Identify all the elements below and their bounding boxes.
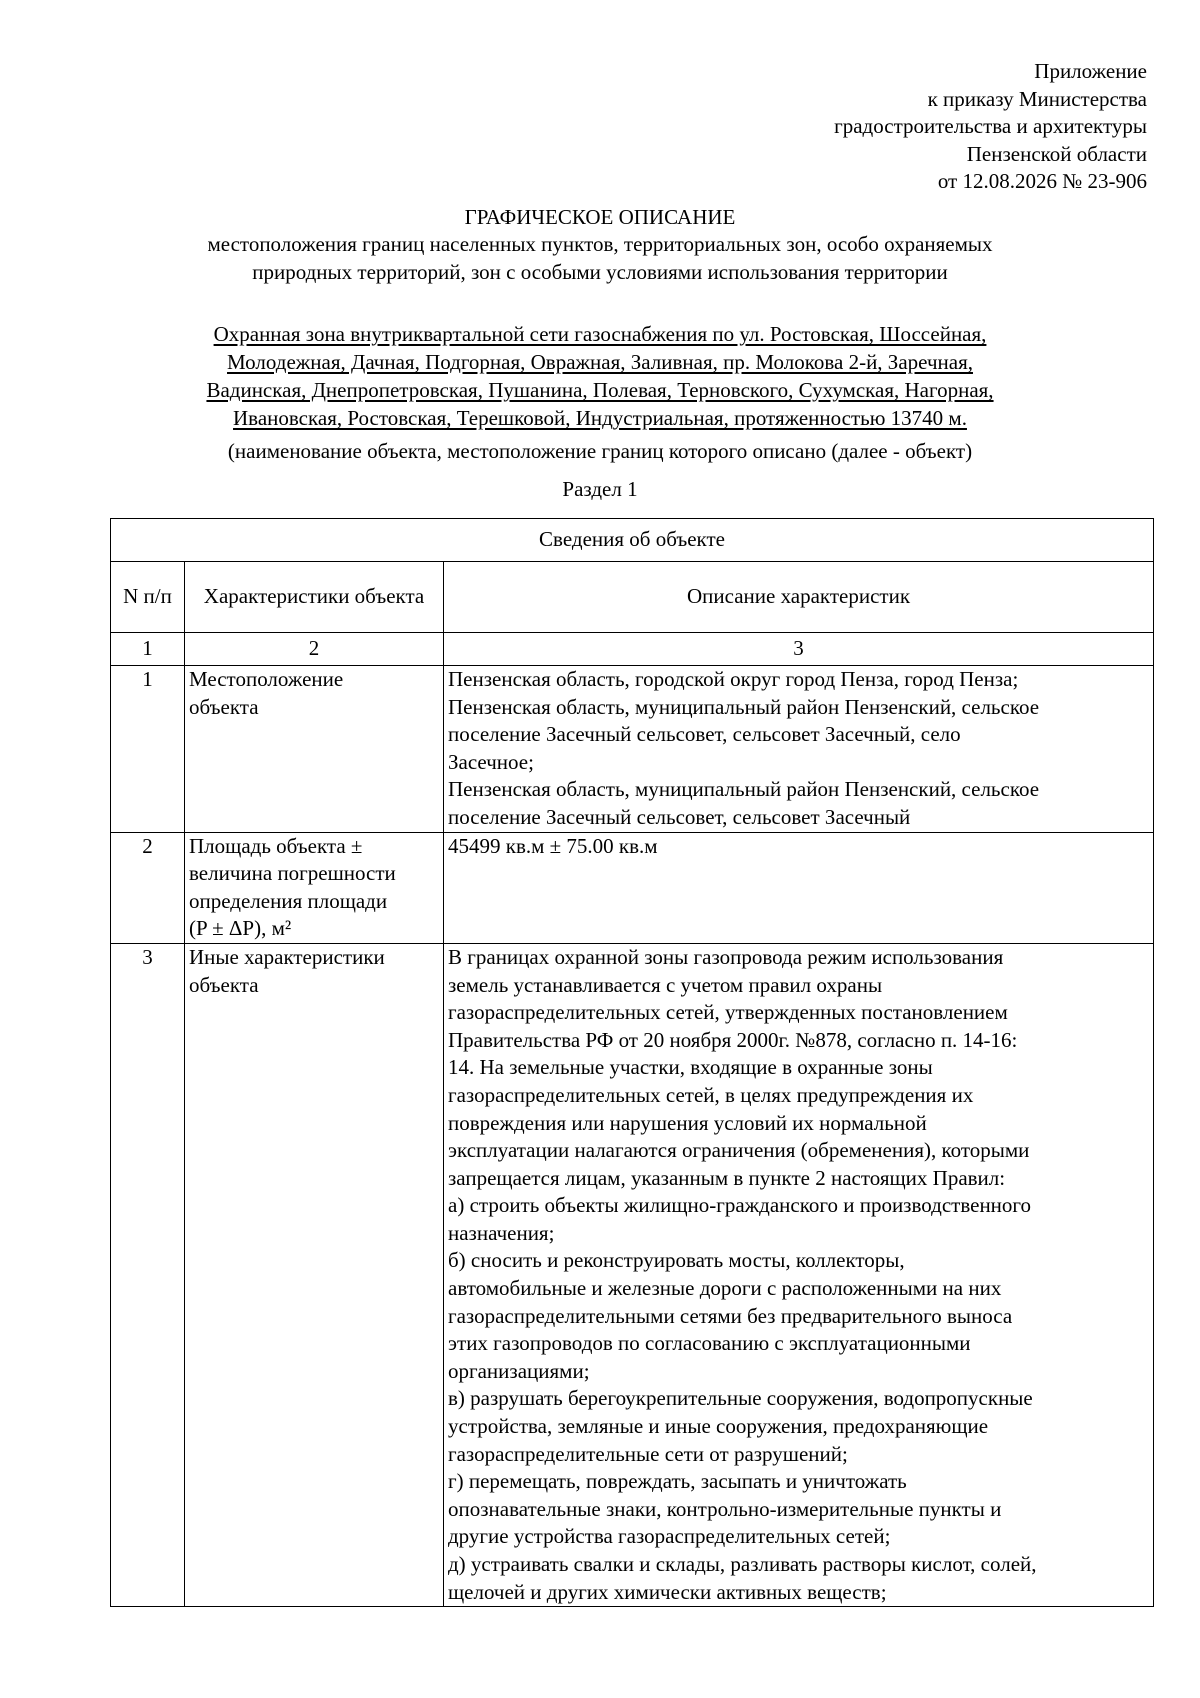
row-description bbox=[444, 666, 1154, 833]
characteristic-line: величина погрешности bbox=[189, 861, 396, 886]
description-line: б) сносить и реконструировать мосты, коллекторы, bbox=[448, 1248, 905, 1273]
description-line: Правительства РФ от 20 ноября 2000г. №878, согласно п. 14-16: bbox=[448, 1027, 1018, 1052]
description-line: а) строить объекты жилищно-гражданского и производственного bbox=[448, 1193, 1032, 1218]
characteristic-line: (P ± ΔP), м² bbox=[189, 916, 292, 941]
description-line: другие устройства газораспределительных сетей; bbox=[448, 1524, 891, 1549]
table-header-row bbox=[111, 519, 1154, 562]
appendix-block bbox=[834, 58, 1147, 196]
description-line: земель устанавливается с учетом правил охраны bbox=[448, 972, 883, 997]
column-number: 1 bbox=[111, 633, 185, 666]
characteristic-line: Площадь объекта ± bbox=[189, 833, 363, 858]
table-row bbox=[111, 943, 1154, 1606]
object-info-table bbox=[110, 518, 1154, 1607]
description-line: газораспределительными сетями без предварительного выноса bbox=[448, 1303, 1013, 1328]
table-column-number-row bbox=[111, 633, 1154, 666]
object-name bbox=[0, 320, 1200, 432]
column-number: 2 bbox=[185, 633, 444, 666]
characteristic-line: объекта bbox=[189, 972, 259, 997]
appendix-line: градостроительства и архитектуры bbox=[834, 114, 1147, 138]
description-line: организациями; bbox=[448, 1358, 590, 1383]
column-header-characteristics: Характеристики объекта bbox=[185, 562, 444, 633]
row-number: 2 bbox=[111, 832, 185, 943]
appendix-date-line: от 12.08.2026 № 23-906 bbox=[937, 169, 1147, 193]
section-label: Раздел 1 bbox=[562, 477, 638, 501]
document-subtitle bbox=[0, 230, 1200, 286]
table-row bbox=[111, 832, 1154, 943]
table-header: Сведения об объекте bbox=[111, 519, 1154, 562]
description-line: Пензенская область, муниципальный район Пензенский, сельское bbox=[448, 694, 1040, 719]
object-caption: (наименование объекта, местоположение границ которого описано (далее - объект) bbox=[227, 439, 973, 463]
description-line: повреждения или нарушения условий их нормальной bbox=[448, 1110, 927, 1135]
object-name-line: Вадинская, Днепропетровская, Пушанина, Полевая, Терновского, Сухумская, Нагорная, bbox=[206, 378, 994, 402]
row-description bbox=[444, 943, 1154, 1606]
description-line: 14. На земельные участки, входящие в охранные зоны bbox=[448, 1055, 933, 1080]
column-header-num: N п/п bbox=[111, 562, 185, 633]
description-line: опознавательные знаки, контрольно-измерительные пункты и bbox=[448, 1496, 1002, 1521]
description-line: д) устраивать свалки и склады, разливать растворы кислот, солей, bbox=[448, 1552, 1037, 1576]
subtitle-line: местоположения границ населенных пунктов, территориальных зон, особо охраняемых bbox=[207, 232, 993, 256]
object-name-line: Охранная зона внутриквартальной сети газоснабжения по ул. Ростовская, Шоссейная, bbox=[213, 322, 987, 346]
table-row bbox=[111, 666, 1154, 833]
row-characteristic bbox=[185, 666, 444, 833]
description-line: назначения; bbox=[448, 1220, 555, 1245]
description-line: поселение Засечный сельсовет, сельсовет Засечный, село bbox=[448, 722, 961, 747]
characteristic-line: объекта bbox=[189, 694, 259, 719]
column-number: 3 bbox=[444, 633, 1154, 666]
row-characteristic bbox=[185, 832, 444, 943]
description-line: Засечное; bbox=[448, 749, 534, 774]
object-name-line: Ивановская, Ростовская, Терешковой, Индустриальная, протяженностью 13740 м. bbox=[233, 406, 967, 430]
description-line: В границах охранной зоны газопровода режим использования bbox=[448, 944, 1004, 969]
description-line: устройства, земляные и иные сооружения, предохраняющие bbox=[448, 1414, 989, 1439]
characteristic-line: Местоположение bbox=[189, 667, 344, 691]
appendix-line: Приложение bbox=[1034, 59, 1147, 83]
description-line: газораспределительные сети от разрушений; bbox=[448, 1441, 848, 1466]
characteristic-line: Иные характеристики bbox=[189, 944, 385, 969]
row-description bbox=[444, 832, 1154, 943]
description-line: запрещается лицам, указанным в пункте 2 настоящих Правил: bbox=[448, 1165, 1006, 1190]
description-line: 45499 кв.м ± 75.00 кв.м bbox=[448, 833, 658, 858]
characteristic-line: определения площади bbox=[189, 888, 388, 913]
row-number: 1 bbox=[111, 666, 185, 833]
description-line: этих газопроводов по согласованию с эксплуатационными bbox=[448, 1331, 971, 1356]
table-column-row bbox=[111, 562, 1154, 633]
description-line: г) перемещать, повреждать, засыпать и уничтожать bbox=[448, 1469, 907, 1494]
description-line: автомобильные и железные дороги с расположенными на них bbox=[448, 1276, 1002, 1301]
column-header-description: Описание характеристик bbox=[444, 562, 1154, 633]
description-line: Пензенская область, муниципальный район Пензенский, сельское bbox=[448, 777, 1040, 802]
description-line: Пензенская область, городской округ город Пенза, город Пенза; bbox=[448, 667, 1019, 691]
subtitle-line: природных территорий, зон с особыми условиями использования территории bbox=[252, 260, 948, 284]
description-line: поселение Засечный сельсовет, сельсовет Засечный bbox=[448, 804, 911, 829]
description-line: щелочей и других химически активных веществ; bbox=[448, 1579, 887, 1604]
description-line: эксплуатации налагаются ограничения (обременения), которыми bbox=[448, 1138, 1030, 1163]
object-name-line: Молодежная, Дачная, Подгорная, Овражная, Заливная, пр. Молокова 2-й, Заречная, bbox=[227, 350, 973, 374]
description-line: газораспределительных сетей, утвержденных постановлением bbox=[448, 1000, 1008, 1025]
description-line: газораспределительных сетей, в целях предупреждения их bbox=[448, 1082, 974, 1107]
description-line: в) разрушать берегоукрепительные сооружения, водопропускные bbox=[448, 1386, 1033, 1411]
appendix-line: Пензенской области bbox=[966, 141, 1147, 166]
document-title: ГРАФИЧЕСКОЕ ОПИСАНИЕ bbox=[464, 205, 736, 229]
row-characteristic bbox=[185, 943, 444, 1606]
appendix-line: к приказу Министерства bbox=[927, 86, 1147, 111]
row-number: 3 bbox=[111, 943, 185, 1606]
